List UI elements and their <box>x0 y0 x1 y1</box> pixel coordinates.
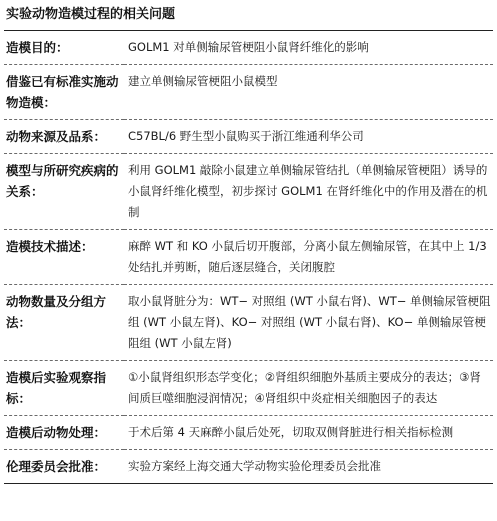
row-label-grouping: 动物数量及分组方法： <box>4 285 124 361</box>
table-row-grouping <box>4 285 493 361</box>
table-row-handling <box>4 416 493 450</box>
row-label-source: 动物来源及品系： <box>4 120 124 154</box>
document-title: 实验动物造模过程的相关问题 <box>4 6 493 31</box>
table-row-source <box>4 120 493 154</box>
table-row-relation <box>4 154 493 230</box>
table-row-ethics <box>4 450 493 484</box>
table-row-standard <box>4 65 493 120</box>
row-value-standard: 建立单侧输尿管梗阻小鼠模型 <box>124 65 493 120</box>
row-value-handling: 于术后第 4 天麻醉小鼠后处死，切取双侧肾脏进行相关指标检测 <box>124 416 493 450</box>
row-value-observation: ①小鼠肾组织形态学变化；②肾组织细胞外基质主要成分的表达；③肾间质巨噬细胞浸润情况；④肾组织中炎症相关细胞因子的表达 <box>124 361 493 416</box>
row-value-grouping: 取小鼠肾脏分为：WT− 对照组 (WT 小鼠右肾)、WT− 单侧输尿管梗阻组 (WT 小鼠左肾)、KO− 对照组 (WT 小鼠右肾)、KO− 单侧输尿管梗阻组 (WT 小鼠左肾) <box>124 285 493 361</box>
row-label-relation: 模型与所研究疾病的关系： <box>4 154 124 230</box>
row-value-ethics: 实验方案经上海交通大学动物实验伦理委员会批准 <box>124 450 493 484</box>
row-label-purpose: 造模目的： <box>4 31 124 65</box>
model-info-table <box>4 31 493 484</box>
row-value-technique: 麻醉 WT 和 KO 小鼠后切开腹部，分离小鼠左侧输尿管，在其中上 1/3 处结扎并剪断，随后逐层缝合，关闭腹腔 <box>124 230 493 285</box>
row-label-handling: 造模后动物处理： <box>4 416 124 450</box>
row-label-ethics: 伦理委员会批准： <box>4 450 124 484</box>
row-label-standard: 借鉴已有标准实施动物造模： <box>4 65 124 120</box>
row-value-source: C57BL/6 野生型小鼠购买于浙江维通利华公司 <box>124 120 493 154</box>
table-row-purpose <box>4 31 493 65</box>
row-value-relation: 利用 GOLM1 敲除小鼠建立单侧输尿管结扎（单侧输尿管梗阻）诱导的小鼠肾纤维化模型，初步探讨 GOLM1 在肾纤维化中的作用及潜在的机制 <box>124 154 493 230</box>
row-label-observation: 造模后实验观察指标： <box>4 361 124 416</box>
row-label-technique: 造模技术描述： <box>4 230 124 285</box>
row-value-purpose: GOLM1 对单侧输尿管梗阻小鼠肾纤维化的影响 <box>124 31 493 65</box>
table-row-observation <box>4 361 493 416</box>
table-row-technique <box>4 230 493 285</box>
